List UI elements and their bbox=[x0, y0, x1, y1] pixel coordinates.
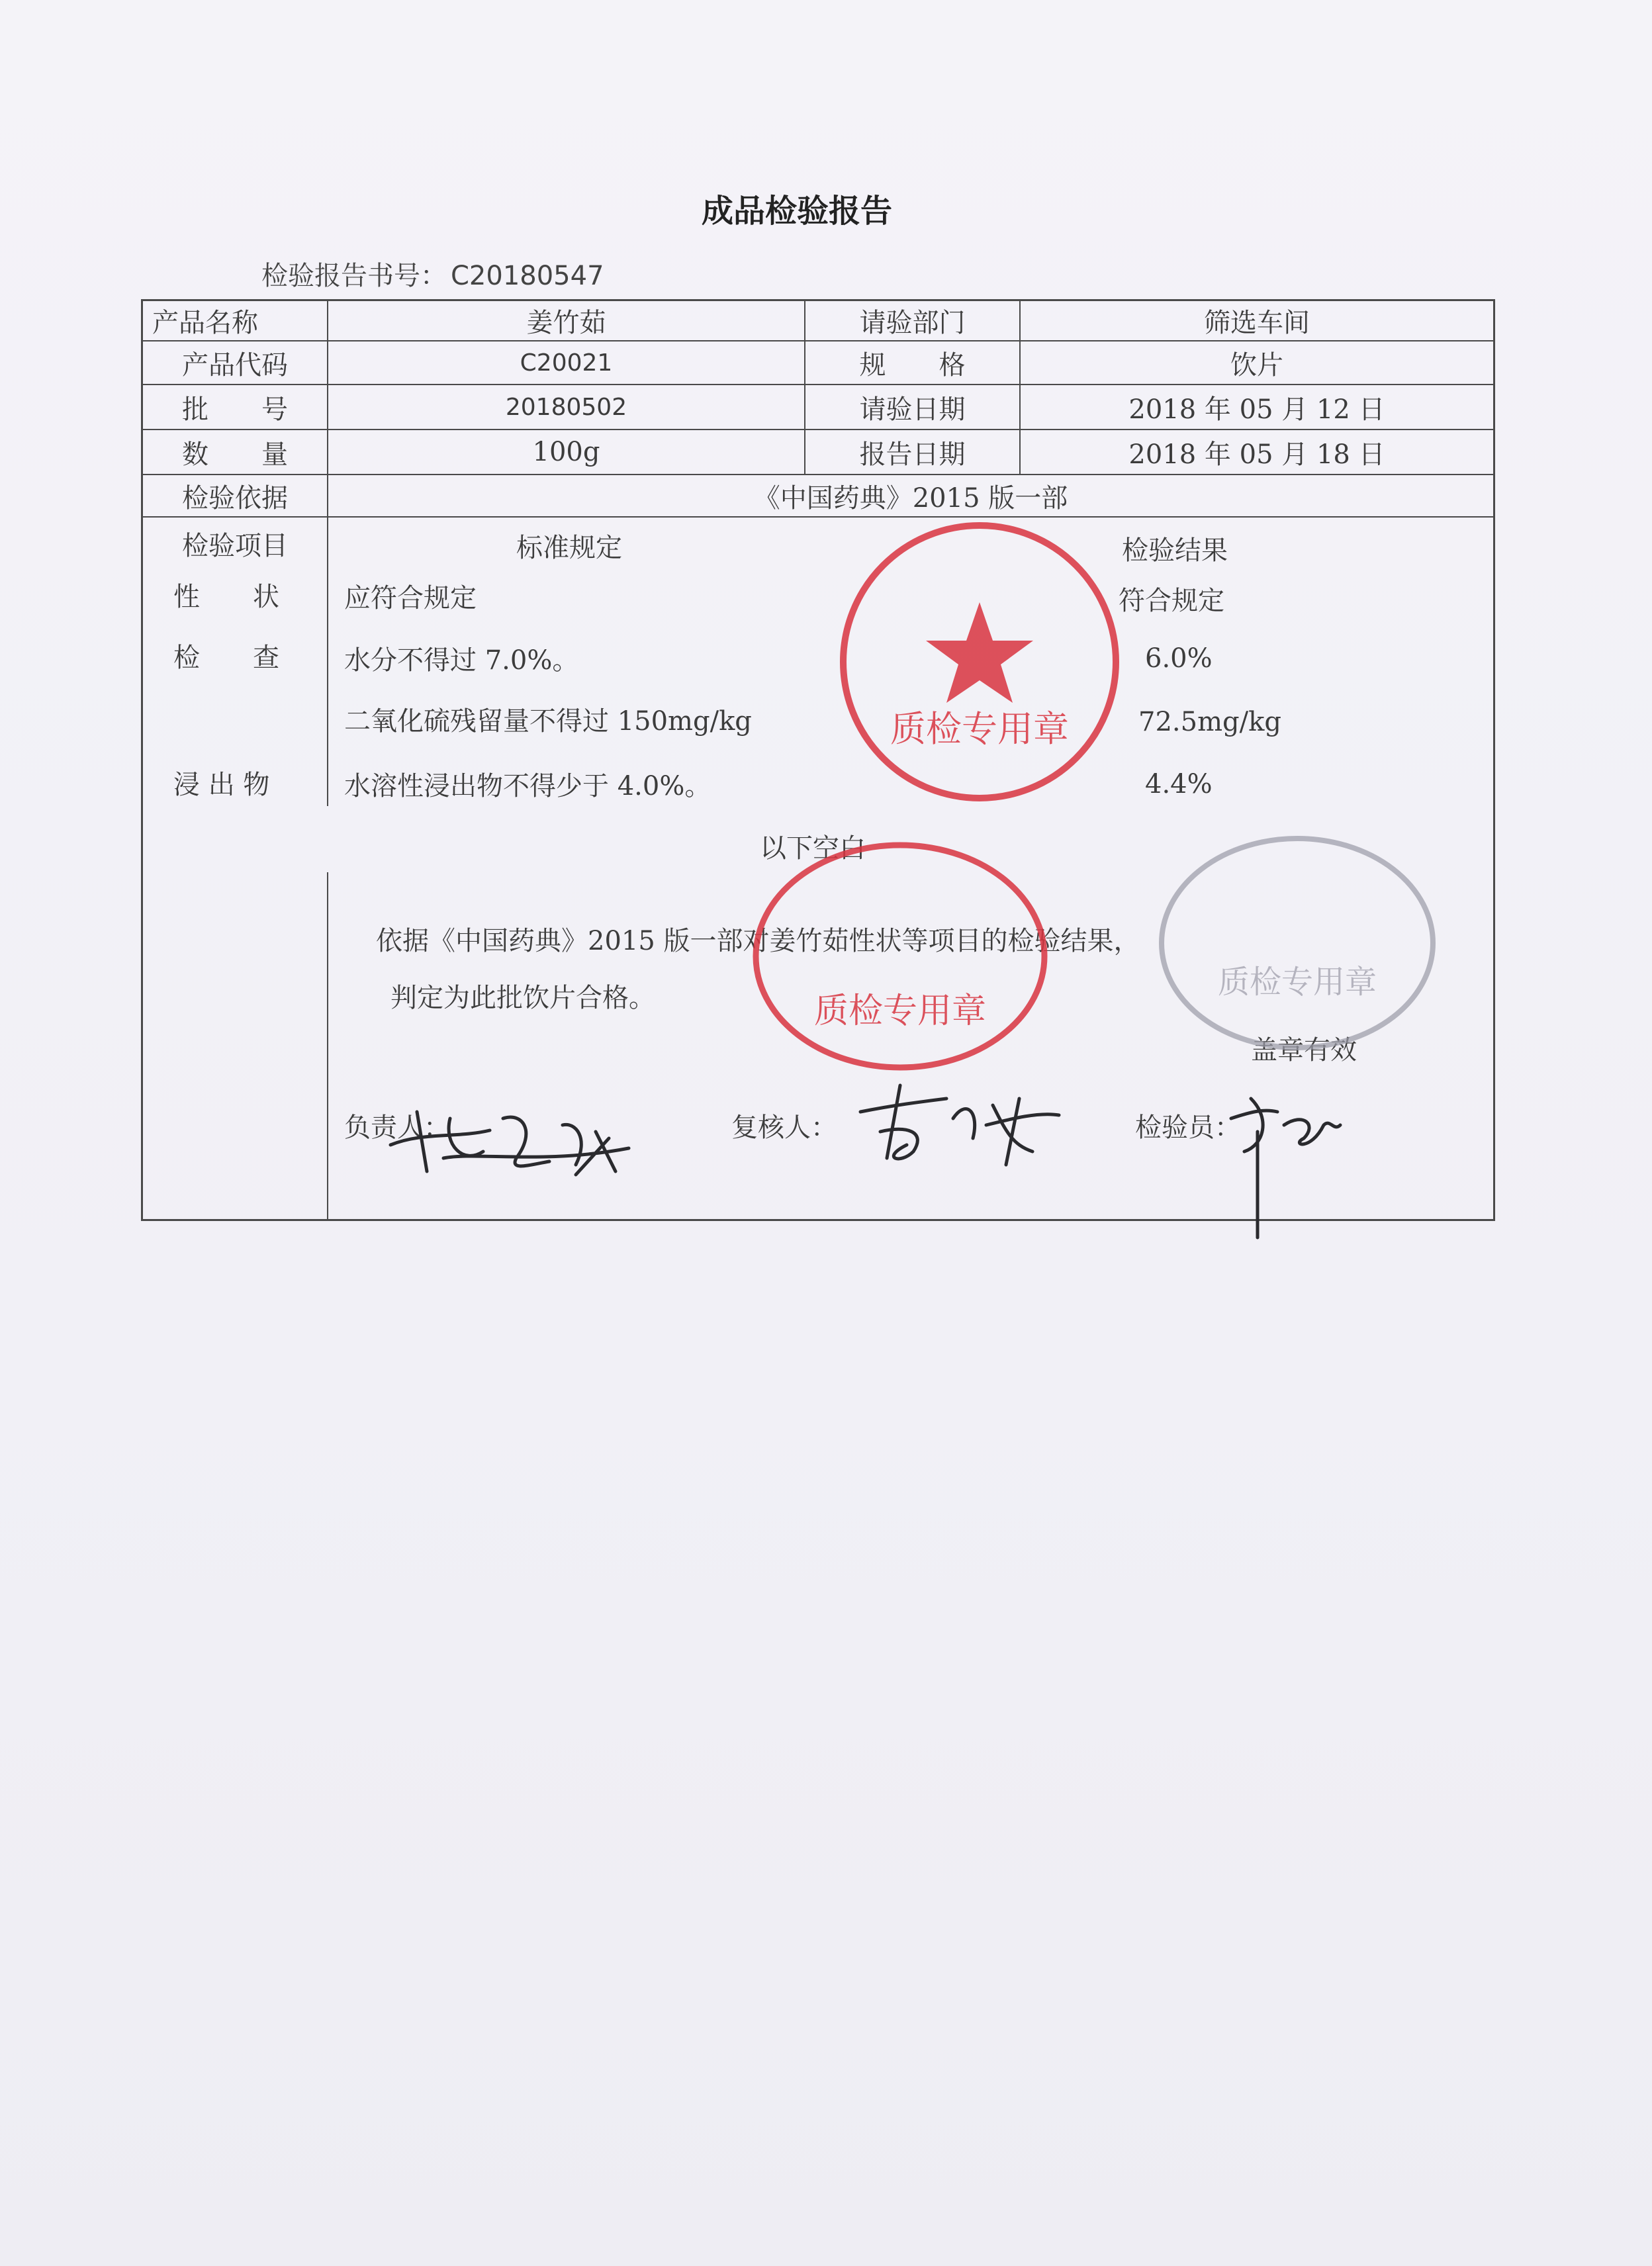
stamp-valid-note: 盖章有效 bbox=[1251, 1035, 1357, 1065]
basis-label: 检验依据 bbox=[182, 482, 288, 514]
report-number-label: 检验报告书号： bbox=[261, 261, 447, 291]
rep-date-label: 报告日期 bbox=[859, 439, 966, 470]
report-number bbox=[261, 255, 604, 293]
company-seal-1 bbox=[834, 516, 1125, 807]
item-result-3: 4.4% bbox=[1145, 769, 1213, 799]
req-date-value: 2018 年 05 月 12 日 bbox=[1128, 394, 1385, 425]
item-standard-1: 水分不得过 7.0%。 bbox=[344, 645, 579, 676]
reviewer-label: 复核人： bbox=[731, 1112, 837, 1143]
qty-label: 数 量 bbox=[182, 439, 288, 470]
item-name-0: 性 状 bbox=[173, 582, 279, 612]
item-standard-3: 水溶性浸出物不得少于 4.0%。 bbox=[344, 771, 711, 801]
batch-label: 批 号 bbox=[182, 394, 288, 425]
svg-text:质检专用章: 质检专用章 bbox=[890, 708, 1069, 750]
report-title: 成品检验报告 bbox=[702, 193, 893, 230]
svg-text:质检专用章: 质检专用章 bbox=[1217, 964, 1377, 1001]
item-result-1: 6.0% bbox=[1145, 643, 1213, 674]
item-name-1: 检 查 bbox=[173, 643, 279, 673]
qty-value: 100g bbox=[532, 437, 600, 467]
batch-value: 20180502 bbox=[505, 393, 627, 421]
responsible-label: 负责人： bbox=[344, 1112, 450, 1143]
company-seal-2 bbox=[748, 837, 1052, 1075]
product-name-value: 姜竹茹 bbox=[526, 308, 606, 338]
item-standard-2: 二氧化硫残留量不得过 150mg/kg bbox=[344, 706, 752, 737]
reviewer-signature bbox=[841, 1072, 1079, 1171]
company-seal-3 bbox=[1152, 831, 1443, 1056]
product-name-label: 产品名称 bbox=[152, 308, 258, 338]
conclusion-line-2: 判定为此批饮片合格。 bbox=[390, 983, 655, 1013]
items-header-result: 检验结果 bbox=[1122, 535, 1228, 566]
inspector-signature bbox=[1218, 1072, 1350, 1244]
blank-note: 以下空白 bbox=[760, 833, 866, 864]
code-value: C20021 bbox=[520, 349, 613, 377]
dept-value: 筛选车间 bbox=[1204, 308, 1310, 338]
item-standard-0: 应符合规定 bbox=[344, 583, 477, 613]
items-header-standard: 标准规定 bbox=[516, 533, 622, 563]
basis-value: 《中国药典》2015 版一部 bbox=[753, 482, 1068, 514]
spec-label: 规 格 bbox=[859, 349, 966, 381]
req-date-label: 请验日期 bbox=[859, 394, 966, 425]
responsible-signature bbox=[377, 1085, 655, 1191]
code-label: 产品代码 bbox=[182, 349, 288, 381]
spec-value: 饮片 bbox=[1230, 349, 1283, 381]
rep-date-value: 2018 年 05 月 18 日 bbox=[1128, 439, 1385, 470]
item-result-0: 符合规定 bbox=[1119, 586, 1224, 616]
conclusion-line-1: 依据《中国药典》2015 版一部对姜竹茹性状等项目的检验结果， bbox=[376, 926, 1140, 956]
inspector-label: 检验员： bbox=[1135, 1112, 1241, 1143]
items-header-item: 检验项目 bbox=[182, 530, 288, 561]
svg-text:质检专用章: 质检专用章 bbox=[813, 991, 987, 1031]
dept-label: 请验部门 bbox=[859, 308, 966, 338]
report-number-value: C20180547 bbox=[451, 261, 604, 291]
item-name-3: 浸 出 物 bbox=[173, 770, 270, 800]
item-result-2: 72.5mg/kg bbox=[1138, 707, 1281, 737]
